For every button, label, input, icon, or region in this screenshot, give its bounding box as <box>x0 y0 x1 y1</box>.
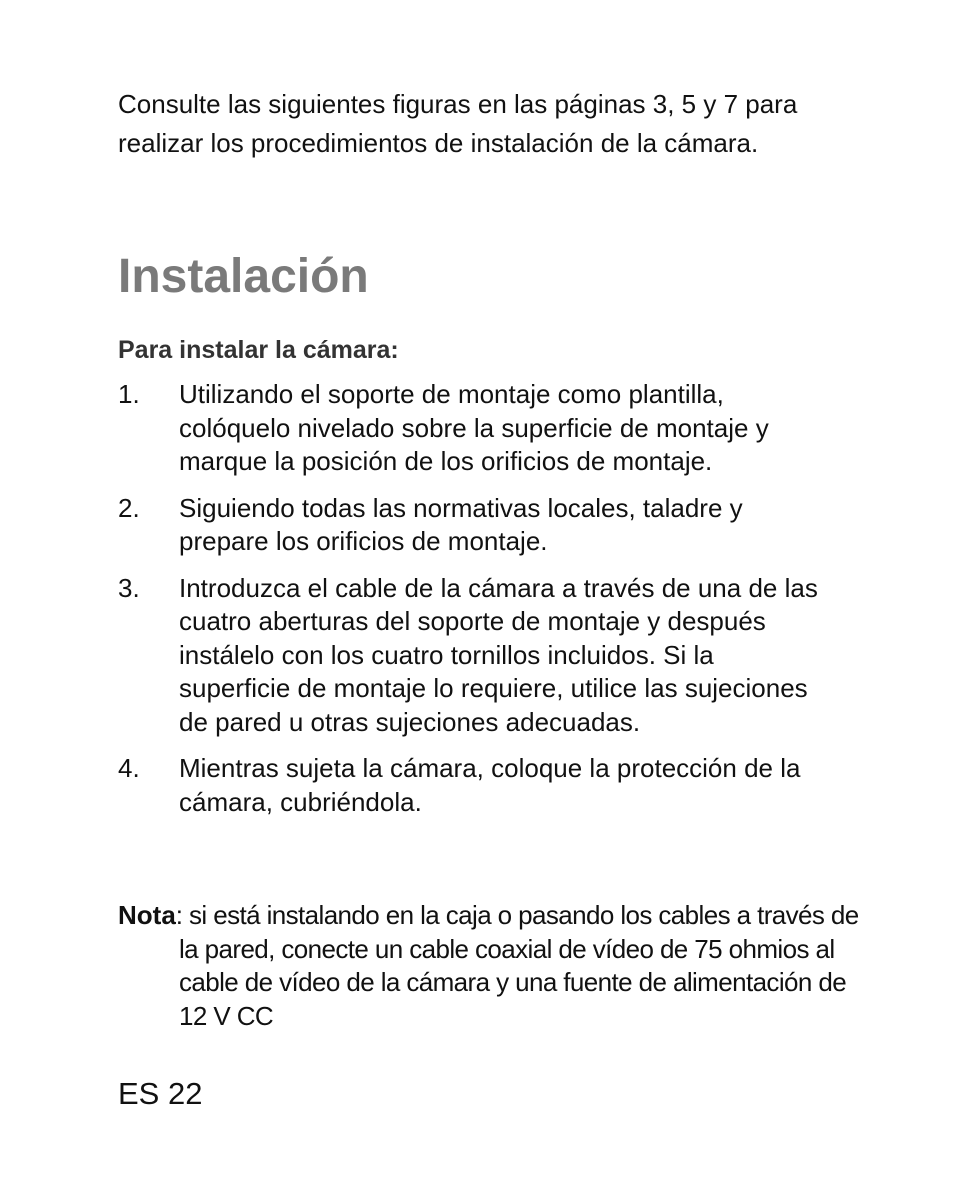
step-text: Utilizando el soporte de montaje como plantilla, colóquelo nivelado sobre la superficie de montaje y marque la posición de los orificios de montaje. <box>179 379 769 476</box>
step-number: 3. <box>118 572 140 603</box>
note-paragraph <box>118 899 879 1033</box>
section-heading: Instalación <box>118 250 369 303</box>
step-number: 1. <box>118 379 140 409</box>
step-number: 2. <box>118 492 140 523</box>
note-label: Nota <box>118 900 176 930</box>
procedure-subheading: Para instalar la cámara: <box>118 336 399 364</box>
page-number: ES 22 <box>118 1076 203 1111</box>
installation-steps-list <box>118 378 818 832</box>
intro-paragraph: Consulte las siguientes figuras en las páginas 3, 5 y 7 para realizar los procedimientos de instalación de la cámara. <box>118 89 798 158</box>
step-text: Mientras sujeta la cámara, coloque la protección de la cámara, cubriéndola. <box>179 753 801 817</box>
step-text: Siguiendo todas las normativas locales, taladre y prepare los orificios de montaje. <box>179 492 743 556</box>
step-text: Introduzca el cable de la cámara a través de una de las cuatro aberturas del soporte de montaje y después instálelo con los cuatro tornillos incluidos. Si la superficie de montaje lo requiere, utilice las sujeciones de pared u otras sujeciones adecuadas. <box>179 572 818 737</box>
step-item <box>118 752 818 819</box>
step-item <box>118 572 818 740</box>
step-number: 4. <box>118 753 140 783</box>
step-item <box>118 378 818 479</box>
step-item <box>118 492 818 559</box>
note-text: : si está instalando en la caja o pasando los cables a través de la pared, conecte un cable coaxial de vídeo de 75 ohmios al cable de vídeo de la cámara y una fuente de alimentación de 12 V CC <box>175 900 859 1031</box>
